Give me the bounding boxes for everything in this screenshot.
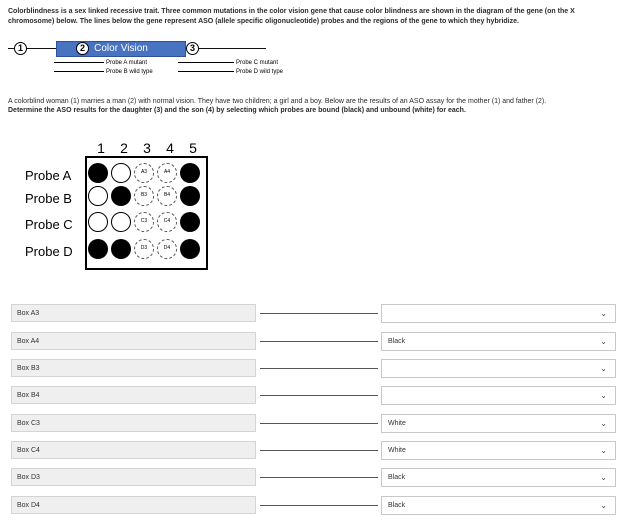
box-label: Box B3 <box>11 359 256 377</box>
connector-line <box>260 505 378 506</box>
answer-row <box>0 441 622 461</box>
blot-membrane <box>85 156 208 270</box>
dropdown-value: Black <box>388 502 406 509</box>
dropdown-value: Black <box>388 338 406 345</box>
dot-white-a2 <box>111 163 131 183</box>
box-label: Box D3 <box>11 468 256 486</box>
dot-black-d1 <box>88 239 108 259</box>
connector-line <box>260 368 378 369</box>
probe-b-line: Probe B wild type <box>54 67 244 77</box>
answer-row <box>0 332 622 352</box>
mutation-marker-1: 1 <box>14 42 27 55</box>
connector-line <box>260 450 378 451</box>
dot-target-c4: C4 <box>157 212 177 232</box>
connector-line <box>260 313 378 314</box>
box-label: Box A3 <box>11 304 256 322</box>
dot-black-d5 <box>180 239 200 259</box>
lane-label-1: 1 <box>97 140 105 156</box>
connector-line <box>260 423 378 424</box>
chevron-down-icon: ⌄ <box>600 473 607 482</box>
connector-line <box>260 477 378 478</box>
answer-row <box>0 496 622 516</box>
gene-diagram <box>8 41 266 56</box>
dot-target-b3: B3 <box>134 186 154 206</box>
chevron-down-icon: ⌄ <box>600 419 607 428</box>
lane-numbers <box>93 140 207 156</box>
chevron-down-icon: ⌄ <box>600 446 607 455</box>
answer-dropdown[interactable] <box>381 332 616 351</box>
chevron-down-icon: ⌄ <box>600 364 607 373</box>
dot-white-b1 <box>88 186 108 206</box>
answer-dropdown[interactable] <box>381 468 616 487</box>
mutation-marker-3: 3 <box>186 42 199 55</box>
chevron-down-icon: ⌄ <box>600 501 607 510</box>
answer-row <box>0 414 622 434</box>
connector-line <box>260 395 378 396</box>
probe-label-a: Probe A <box>25 168 72 183</box>
answer-row <box>0 359 622 379</box>
dot-white-c2 <box>111 212 131 232</box>
lane-label-4: 4 <box>166 140 174 156</box>
chevron-down-icon: ⌄ <box>600 337 607 346</box>
probe-a-line: Probe A mutant <box>54 58 244 68</box>
chevron-down-icon: ⌄ <box>600 309 607 318</box>
answer-dropdown[interactable] <box>381 304 616 323</box>
probe-c-line: Probe C mutant <box>178 58 368 68</box>
probe-label-d: Probe D <box>25 244 73 259</box>
probe-d-line: Probe D wild type <box>178 67 368 77</box>
chevron-down-icon: ⌄ <box>600 391 607 400</box>
dot-white-c1 <box>88 212 108 232</box>
answer-row <box>0 304 622 324</box>
dropdown-value: Black <box>388 474 406 481</box>
dot-black-a5 <box>180 163 200 183</box>
intro-text: Colorblindness is a sex linked recessive trait. Three common mutations in the color vision gene that cause color blindness are shown in the diagram of the gene (on the X chromosome) below. The lines below the gene represent ASO (allele specific oligonucleotide) probes and the regions of the gene to which they hybridize. <box>8 8 575 25</box>
dot-target-b4: B4 <box>157 186 177 206</box>
box-label: Box B4 <box>11 386 256 404</box>
dot-black-d2 <box>111 239 131 259</box>
dropdown-value: White <box>388 447 406 454</box>
answer-dropdown[interactable] <box>381 496 616 515</box>
dot-black-a1 <box>88 163 108 183</box>
lane-label-3: 3 <box>143 140 151 156</box>
dot-target-c3: C3 <box>134 212 154 232</box>
gene-label: Color Vision <box>94 43 148 54</box>
probe-label-b: Probe B <box>25 191 72 206</box>
answer-dropdown[interactable] <box>381 441 616 460</box>
answer-row <box>0 468 622 488</box>
dot-target-a3: A3 <box>134 163 154 183</box>
probe-label-c: Probe C <box>25 217 73 232</box>
dot-black-b2 <box>111 186 131 206</box>
mutation-marker-2: 2 <box>76 42 89 55</box>
box-label: Box C4 <box>11 441 256 459</box>
answer-dropdown[interactable] <box>381 359 616 378</box>
lane-label-5: 5 <box>189 140 197 156</box>
aso-blot <box>25 140 215 270</box>
box-label: Box A4 <box>11 332 256 350</box>
lane-label-2: 2 <box>120 140 128 156</box>
question-text: A colorblind woman (1) marries a man (2) with normal vision. They have two children; a girl and a boy. Below are the results of an ASO assay for the mother (1) and father (2). Determine the ASO results for the daughter (3) and the son (4) by selecting which probes are bound (black) and unbound (white) for each. <box>8 98 547 114</box>
answer-row <box>0 386 622 406</box>
dot-black-b5 <box>180 186 200 206</box>
answer-dropdown[interactable] <box>381 386 616 405</box>
dot-target-a4: A4 <box>157 163 177 183</box>
connector-line <box>260 341 378 342</box>
box-label: Box C3 <box>11 414 256 432</box>
dot-black-c5 <box>180 212 200 232</box>
dot-target-d3: D3 <box>134 239 154 259</box>
dot-target-d4: D4 <box>157 239 177 259</box>
answer-dropdown[interactable] <box>381 414 616 433</box>
box-label: Box D4 <box>11 496 256 514</box>
dropdown-value: White <box>388 420 406 427</box>
